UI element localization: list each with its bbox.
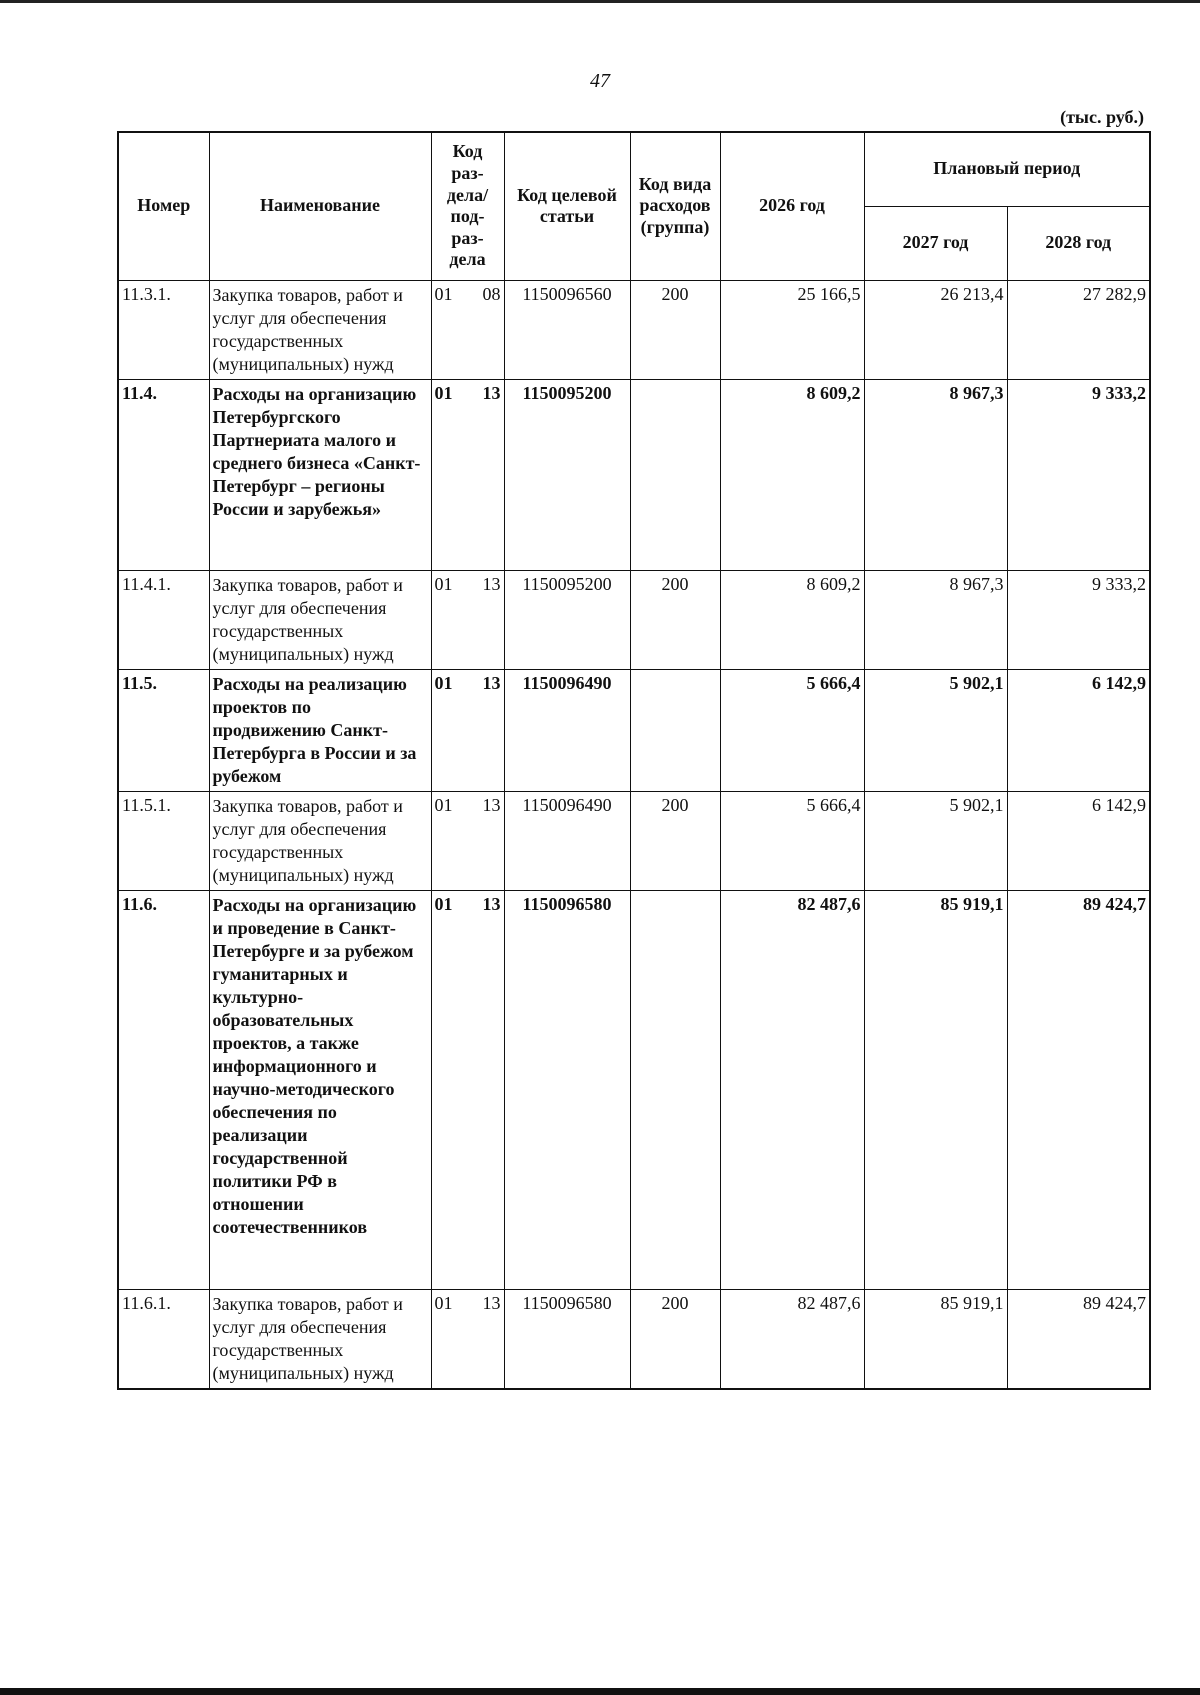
- row-2028-amount: 89 424,7: [1007, 1290, 1150, 1390]
- row-target-code: 1150096490: [504, 669, 630, 791]
- section-code: 01: [434, 573, 453, 594]
- section-code: 01: [434, 382, 453, 403]
- row-target-code: 1150096580: [504, 891, 630, 1290]
- subsection-code: 13: [482, 672, 501, 693]
- row-number: 11.6.1.: [118, 1290, 209, 1390]
- row-2026-amount: 5 666,4: [720, 791, 864, 890]
- subsection-code: 13: [482, 573, 501, 594]
- row-2027-amount: 5 902,1: [864, 669, 1007, 791]
- subsection-code: 13: [482, 1293, 501, 1314]
- section-code: 01: [434, 1293, 453, 1314]
- row-2026-amount: 82 487,6: [720, 1290, 864, 1390]
- row-2027-amount: 8 967,3: [864, 570, 1007, 669]
- row-2028-amount: 9 333,2: [1007, 379, 1150, 570]
- row-expense-type: [630, 891, 720, 1290]
- row-name: Расходы на реализацию проектов по продвижению Санкт-Петербурга в России и за рубежом: [209, 669, 431, 791]
- header-expense-type: Код вида расходов (группа): [630, 132, 720, 280]
- units-label: (тыс. руб.): [1060, 107, 1144, 127]
- row-target-code: 1150095200: [504, 379, 630, 570]
- row-name: Закупка товаров, работ и услуг для обеспечения государственных (муниципальных) нужд: [209, 1290, 431, 1390]
- row-target-code: 1150096490: [504, 791, 630, 890]
- row-2027-amount: 85 919,1: [864, 891, 1007, 1290]
- table-row: [118, 570, 1150, 669]
- scan-edge-top: [0, 0, 1200, 3]
- subsection-code: 13: [482, 382, 501, 403]
- row-target-code: 1150096560: [504, 280, 630, 379]
- header-section-code: Код раз-дела/ под-раз-дела: [431, 132, 504, 280]
- row-2027-amount: 5 902,1: [864, 791, 1007, 890]
- section-code: 01: [434, 894, 453, 915]
- row-2026-amount: 8 609,2: [720, 379, 864, 570]
- row-section-code: [431, 891, 504, 1290]
- header-year-2027: 2027 год: [864, 206, 1007, 280]
- row-section-code: [431, 570, 504, 669]
- table-row: [118, 669, 1150, 791]
- row-2028-amount: 9 333,2: [1007, 570, 1150, 669]
- row-name: Расходы на организацию Петербургского Партнериата малого и среднего бизнеса «Санкт-Петербург – регионы России и зарубежья»: [209, 379, 431, 570]
- row-2026-amount: 8 609,2: [720, 570, 864, 669]
- header-planning-period: Плановый период: [864, 132, 1150, 206]
- row-name: Закупка товаров, работ и услуг для обеспечения государственных (муниципальных) нужд: [209, 791, 431, 890]
- section-code: 01: [434, 794, 453, 815]
- row-2026-amount: 82 487,6: [720, 891, 864, 1290]
- subsection-code: 13: [482, 894, 501, 915]
- header-number: Номер: [118, 132, 209, 280]
- row-2026-amount: 5 666,4: [720, 669, 864, 791]
- row-2028-amount: 27 282,9: [1007, 280, 1150, 379]
- row-name: Закупка товаров, работ и услуг для обеспечения государственных (муниципальных) нужд: [209, 280, 431, 379]
- row-section-code: [431, 791, 504, 890]
- budget-table: [117, 131, 1151, 1390]
- section-code: 01: [434, 283, 453, 304]
- row-number: 11.3.1.: [118, 280, 209, 379]
- row-section-code: [431, 280, 504, 379]
- table-body: [118, 280, 1150, 1389]
- row-2028-amount: 89 424,7: [1007, 891, 1150, 1290]
- header-year-2028: 2028 год: [1007, 206, 1150, 280]
- row-2027-amount: 8 967,3: [864, 379, 1007, 570]
- table-row: [118, 1290, 1150, 1390]
- row-expense-type: [630, 669, 720, 791]
- table-row: [118, 379, 1150, 570]
- row-name: Расходы на организацию и проведение в Санкт-Петербурге и за рубежом гуманитарных и культурно-образовательных проектов, а также информационного и научно-методического обеспечения по реализации государственной политики РФ в отношении соотечественников: [209, 891, 431, 1290]
- row-name: Закупка товаров, работ и услуг для обеспечения государственных (муниципальных) нужд: [209, 570, 431, 669]
- row-target-code: 1150096580: [504, 1290, 630, 1390]
- table-row: [118, 280, 1150, 379]
- row-expense-type: 200: [630, 570, 720, 669]
- table-header: [118, 132, 1150, 280]
- page-number: 47: [590, 70, 610, 92]
- row-number: 11.4.1.: [118, 570, 209, 669]
- subsection-code: 08: [482, 283, 501, 304]
- row-2027-amount: 26 213,4: [864, 280, 1007, 379]
- row-expense-type: [630, 379, 720, 570]
- row-expense-type: 200: [630, 791, 720, 890]
- row-expense-type: 200: [630, 1290, 720, 1390]
- row-2027-amount: 85 919,1: [864, 1290, 1007, 1390]
- row-target-code: 1150095200: [504, 570, 630, 669]
- row-2026-amount: 25 166,5: [720, 280, 864, 379]
- table-row: [118, 791, 1150, 890]
- row-2028-amount: 6 142,9: [1007, 669, 1150, 791]
- header-name: Наименование: [209, 132, 431, 280]
- section-code: 01: [434, 672, 453, 693]
- subsection-code: 13: [482, 794, 501, 815]
- row-number: 11.5.1.: [118, 791, 209, 890]
- row-expense-type: 200: [630, 280, 720, 379]
- row-section-code: [431, 669, 504, 791]
- row-number: 11.5.: [118, 669, 209, 791]
- header-target-code: Код целевой статьи: [504, 132, 630, 280]
- row-2028-amount: 6 142,9: [1007, 791, 1150, 890]
- table-row: [118, 891, 1150, 1290]
- row-number: 11.6.: [118, 891, 209, 1290]
- header-year-2026: 2026 год: [720, 132, 864, 280]
- scan-edge-bottom: [0, 1688, 1200, 1695]
- row-section-code: [431, 379, 504, 570]
- row-number: 11.4.: [118, 379, 209, 570]
- row-section-code: [431, 1290, 504, 1390]
